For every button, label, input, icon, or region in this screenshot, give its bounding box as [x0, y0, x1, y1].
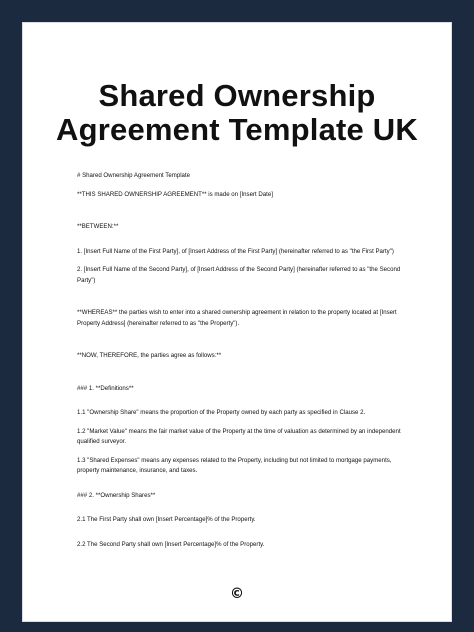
document-title: [23, 79, 451, 147]
document-page: [22, 22, 452, 622]
title-line-1: Shared Ownership: [98, 78, 376, 113]
share-2-1: 2.1 The First Party shall own [Insert Percentage]% of the Property.: [77, 516, 256, 523]
definition-1-1: 1.1 "Ownership Share" means the proportion of the Property owned by each party as specified in Clause 2.: [77, 409, 366, 416]
copyright-icon: ©: [230, 586, 244, 602]
share-2-2: 2.2 The Second Party shall own [Insert Percentage]% of the Property.: [77, 540, 265, 548]
title-line-2: Agreement Template UK: [56, 112, 418, 147]
whereas-clause: **WHEREAS** the parties wish to enter into a shared ownership agreement in relation to the property located at [Insert Property Address] (hereinafter referred to as "the Property").: [77, 309, 397, 327]
now-therefore-clause: **NOW, THEREFORE, the parties agree as follows:**: [77, 352, 222, 359]
template-heading: # Shared Ownership Agreement Template: [77, 172, 191, 179]
section-1-heading: ### 1. **Definitions**: [77, 384, 134, 392]
section-2-heading: ### 2. **Ownership Shares**: [77, 491, 156, 499]
party-2-clause: 2. [Insert Full Name of the Second Party], of [Insert Address of the Second Party] (hereinafter referred to as "the Second Party"): [77, 266, 401, 284]
definition-1-2: 1.2 "Market Value" means the fair market value of the Property at the time of valuation as determined by an independent qualified surveyor.: [77, 427, 401, 445]
intro-line: **THIS SHARED OWNERSHIP AGREEMENT** is made on [Insert Date]: [77, 190, 273, 198]
definition-1-3: 1.3 "Shared Expenses" means any expenses related to the Property, including but not limited to mortgage payments, property maintenance, insurance, and taxes.: [77, 456, 392, 474]
party-1-clause: 1. [Insert Full Name of the First Party], of [Insert Address of the First Party] (hereinafter referred to as "the First Party"): [77, 247, 394, 255]
document-body: [77, 171, 413, 550]
between-label: **BETWEEN:**: [77, 223, 119, 230]
